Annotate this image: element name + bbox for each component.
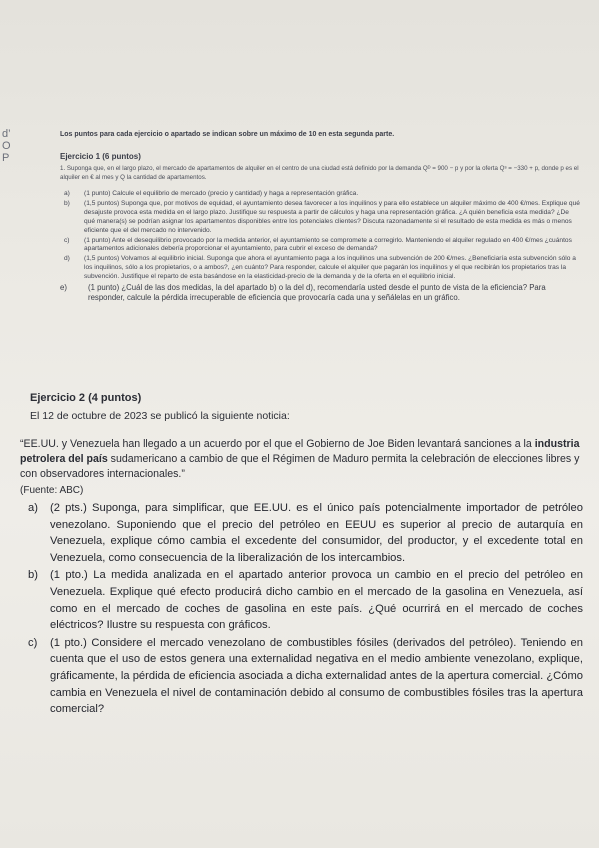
exercise-1-title: Ejercicio 1 (6 puntos) — [60, 152, 141, 161]
exercise-2-item-b — [28, 567, 583, 633]
exercise-1-item-d — [60, 255, 580, 282]
exercise-2-item-a — [28, 500, 583, 566]
item-text: (1 punto) Ante el desequilibrio provocado por la medida anterior, el ayuntamiento se compromete a corregirlo. Manteniendo el alquiler regulado en 400 €/mes ¿cuántos apartamentos adicionales debería proporcionar el ayuntamiento, para cubrir el exceso de demanda? — [84, 236, 572, 253]
news-quote — [20, 437, 580, 481]
exercise-2-title: Ejercicio 2 (4 puntos) — [30, 392, 142, 404]
quote-part-1: “EE.UU. y Venezuela han llegado a un acuerdo por el que el Gobierno de Joe Biden levantará sanciones a la — [20, 438, 535, 450]
exercise-2-item-c — [28, 635, 583, 718]
item-marker: d) — [64, 255, 70, 263]
item-marker: b) — [28, 569, 38, 582]
quote-source: (Fuente: ABC) — [20, 485, 84, 496]
item-marker: b) — [64, 199, 70, 207]
margin-bleed-text: d’ O P — [2, 128, 11, 164]
item-text: (2 pts.) Suponga, para simplificar, que EE.UU. es el único país potencialmente importador de petróleo venezolano. Suponiendo que el precio del petróleo en EEUU es superior al precio de autarquía en Venezuela, explique cómo cambia el excedente del consumidor, del productor, y el excedente total en Venezuela, como consecuencia de la liberalización de los intercambios. — [50, 502, 583, 564]
quote-bold-part: industria petrolera del país — [20, 438, 580, 465]
item-marker: a) — [28, 502, 38, 514]
exercise-1-item-e — [60, 283, 580, 304]
exercise-2-items — [28, 500, 583, 719]
item-marker: a) — [64, 190, 70, 197]
exercise-1-item-a — [60, 190, 580, 199]
item-marker: c) — [28, 636, 38, 649]
item-text: (1 punto) ¿Cuál de las dos medidas, la del apartado b) o la del d), recomendaría usted desde el punto de vista de la eficiencia? Para responder, calcule la pérdida irrecuperable de eficiencia que provocaría cada una y señálelas en un gráfico. — [88, 283, 546, 303]
exercise-1-item-c — [60, 237, 580, 255]
item-marker: e) — [60, 283, 67, 293]
item-marker: c) — [64, 236, 70, 244]
item-text: (1,5 puntos) Suponga que, por motivos de equidad, el ayuntamiento desea favorecer a los inquilinos y para ello establece un alquiler máximo de 400 €/mes. Explique qué desajuste provoca esta medida en el largo plazo. Justifique su respuesta a partir de cálculos y haga una representación gráfica. ¿A quién beneficia esta medida? ¿De qué manera(s) se podrían asignar los apartamentos disponibles entre los potenciales clientes? Discuta razonadamente si el resultado de esta medida es más o menos eficiente que el del mercado no intervenido. — [84, 199, 580, 234]
item-text: (1,5 puntos) Volvamos al equilibrio inicial. Suponga que ahora el ayuntamiento paga a los inquilinos una subvención de 200 €/mes. ¿Beneficiaría esta subvención sólo a los inquilinos, sólo a los propietarios, o a ambos?, ¿en cuánto? Para responder, calcule el alquiler que pagarán los inquilinos y el que recibirán los propietarios tras la subvención. Justifique el reparto de esta basándose en la elasticidad-precio de la demanda y de la oferta en el equilibrio inicial. — [84, 255, 576, 281]
exercise-2-date-line: El 12 de octubre de 2023 se publicó la siguiente noticia: — [30, 410, 290, 422]
exercise-1-intro: 1. Suponga que, en el largo plazo, el mercado de apartamentos de alquiler en el centro de una ciudad está definido por la demanda Qᴰ = 900 − p y por la oferta Qˢ = −330 + p, donde p es el alquiler en € al mes y Q la cantidad de apartamentos. — [60, 165, 579, 181]
item-text: (1 pto.) La medida analizada en el apartado anterior provoca un cambio en el precio del petróleo en Venezuela. Explique qué efecto producirá dicho cambio en el mercado de la gasolina en Venezuela, así como en el mercado de coches de gasolina en este país. ¿Qué ocurrirá en el mercado de coches eléctricos? Ilustre su respuesta con gráficos. — [50, 569, 583, 632]
points-note: Los puntos para cada ejercicio o apartado se indican sobre un máximo de 10 en esta segunda parte. — [60, 131, 395, 138]
exercise-1-items — [60, 190, 580, 305]
exercise-1-item-b — [60, 200, 580, 236]
item-text: (1 pto.) Considere el mercado venezolano de combustibles fósiles (derivados del petróleo). Teniendo en cuenta que el uso de estos genera una externalidad negativa en el medio ambiente venezolano, explique, gráficamente, la pérdida de eficiencia asociada a dicha externalidad antes de la apertura comercial. ¿Cómo cambia en Venezuela el nivel de contaminación debido al consumo de combustibles fósiles tras la apertura comercial? — [50, 636, 583, 716]
quote-part-2: sudamericano a cambio de que el Régimen de Maduro permita la celebración de elecciones libres y con observadores internacionales.” — [20, 452, 580, 480]
item-text: (1 punto) Calcule el equilibrio de mercado (precio y cantidad) y haga a representación gráfica. — [84, 190, 359, 197]
